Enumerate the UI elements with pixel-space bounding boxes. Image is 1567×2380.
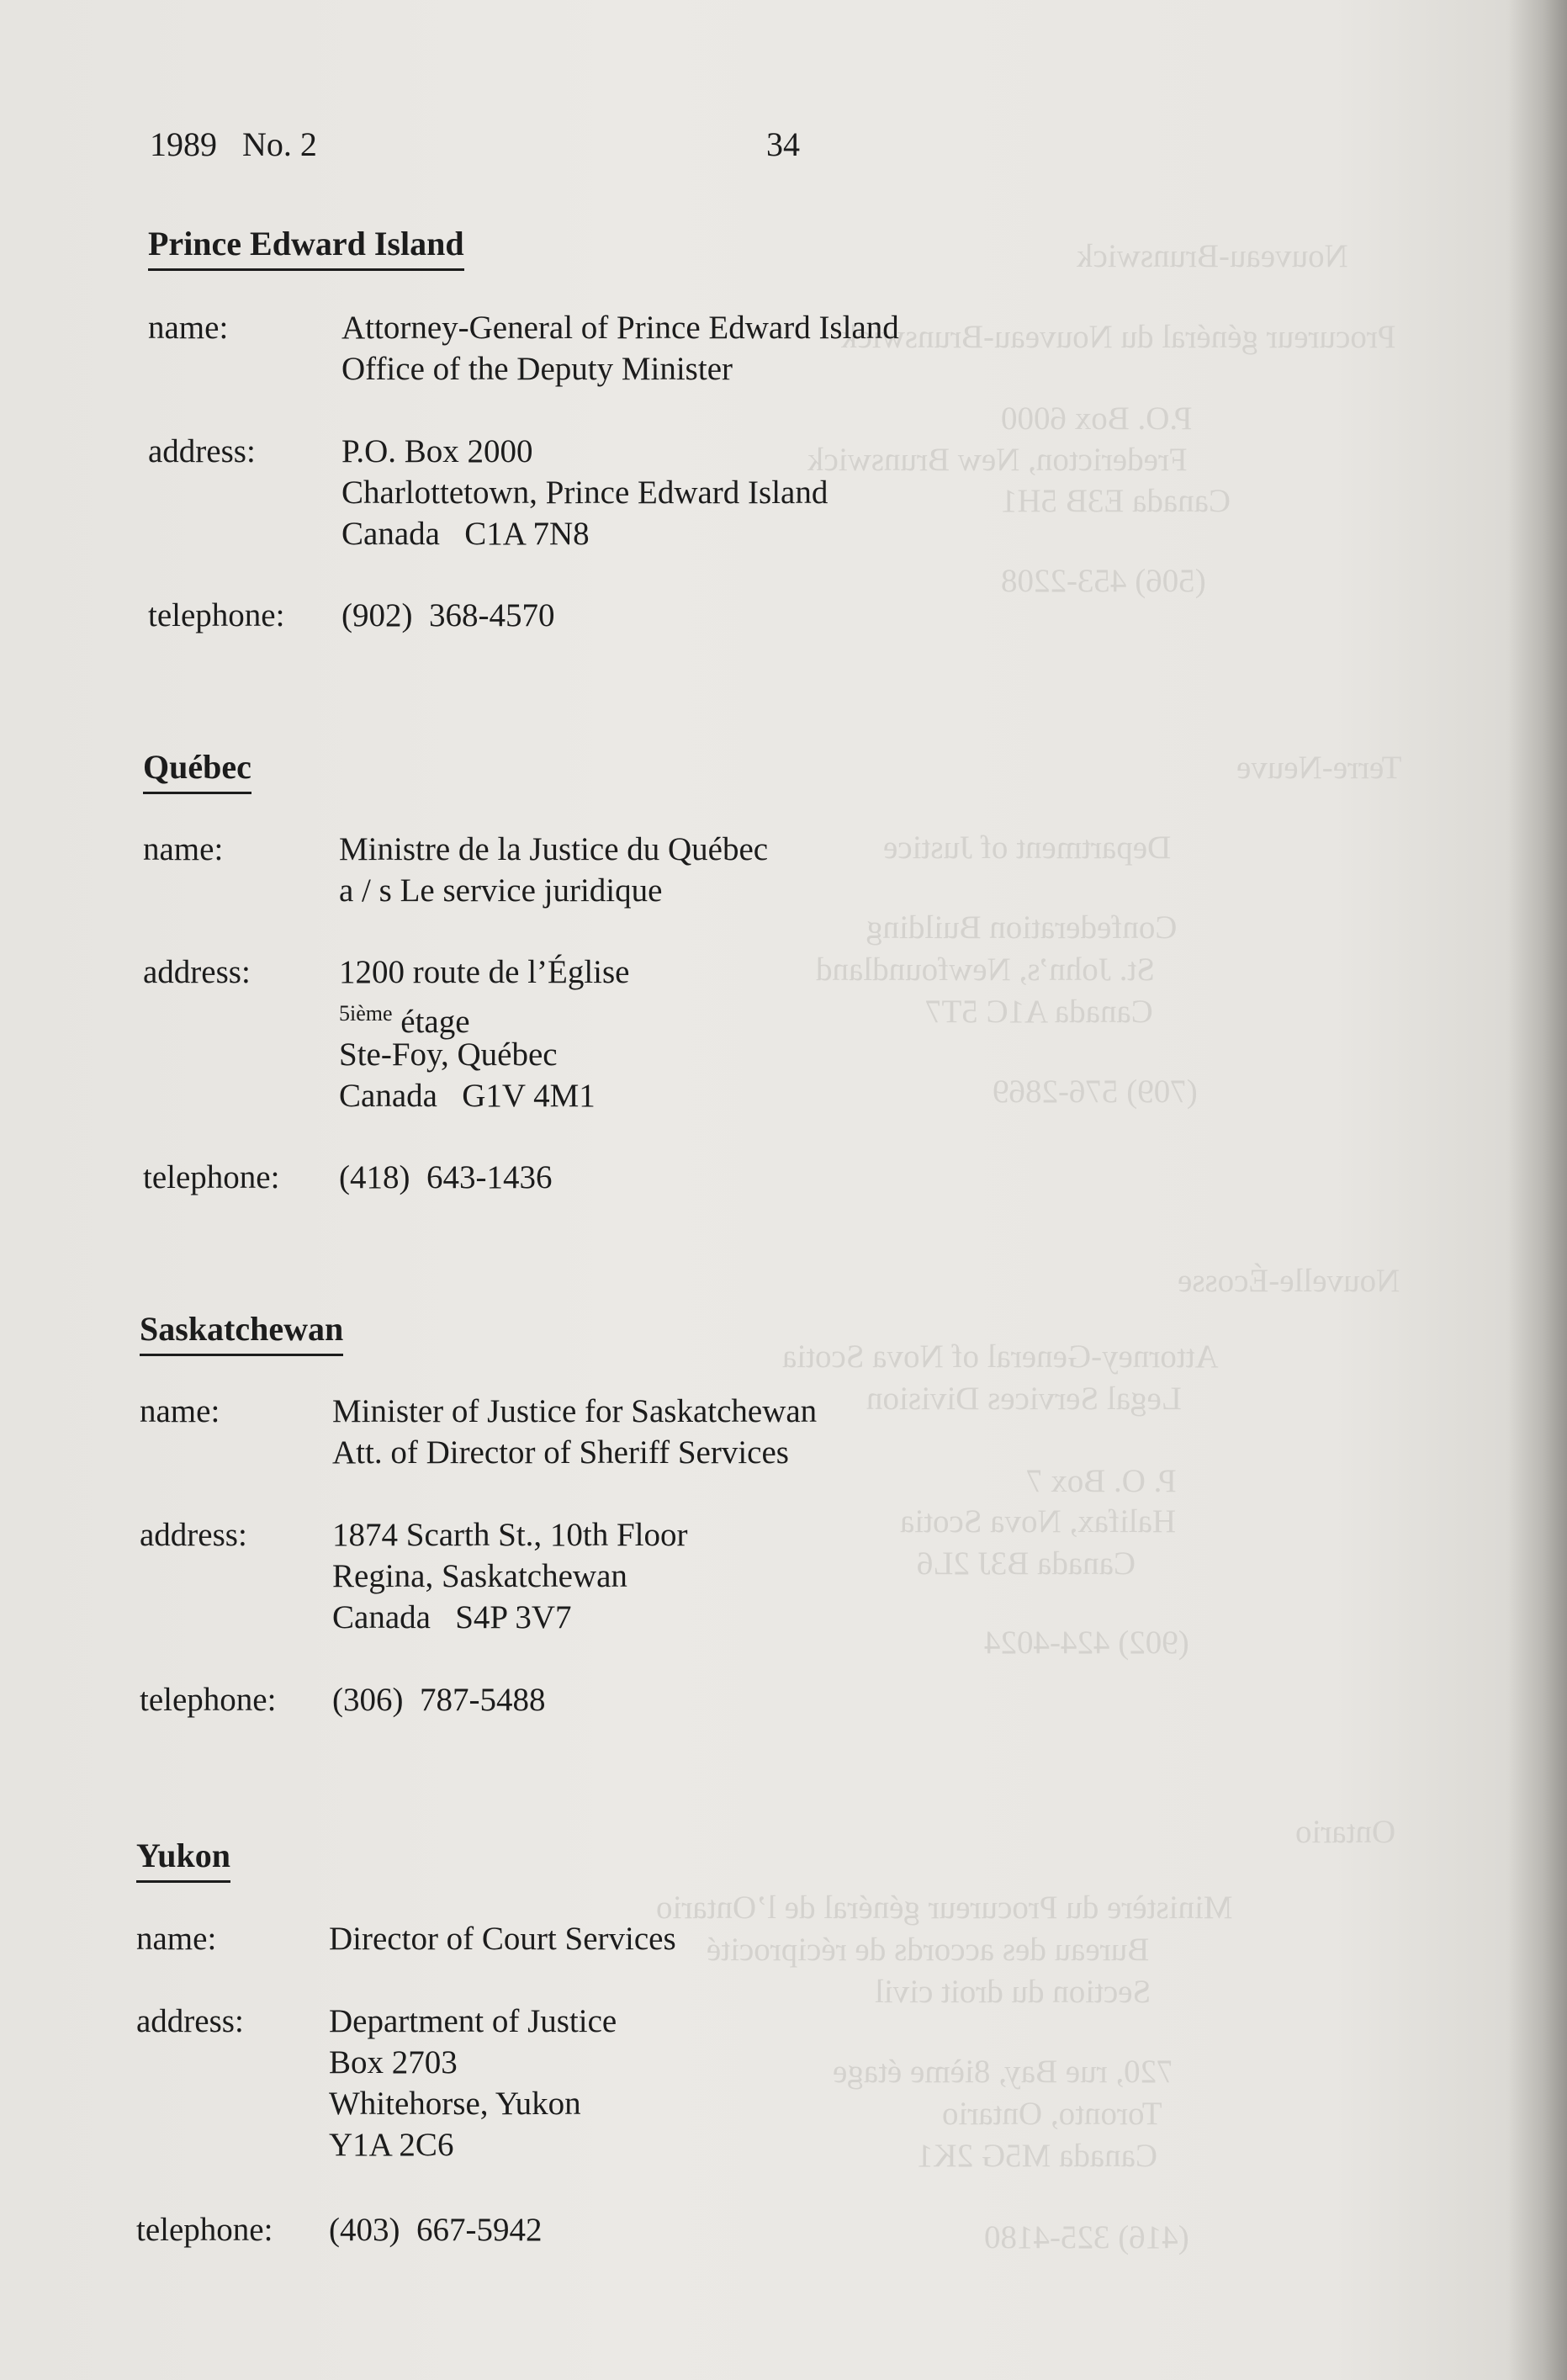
address-line: Canada C1A 7N8 bbox=[341, 516, 590, 552]
name-label: name: bbox=[143, 831, 224, 867]
section-heading-yukon: Yukon bbox=[136, 1836, 230, 1883]
telephone-label: telephone: bbox=[143, 1159, 280, 1195]
bleed-through-text: Ministère du Procureur général de l’Ontario bbox=[656, 1890, 1233, 1926]
name-label: name: bbox=[136, 1921, 217, 1957]
bleed-through-text: Fredericton, New Brunswick bbox=[807, 442, 1188, 478]
bleed-through-text: Legal Services Division bbox=[866, 1381, 1182, 1417]
bleed-through-text: Canada E3B 5H1 bbox=[1001, 483, 1231, 519]
telephone-label: telephone: bbox=[140, 1682, 277, 1718]
address-line: Box 2703 bbox=[329, 2044, 458, 2081]
name-line: a / s Le service juridique bbox=[339, 872, 663, 909]
telephone-label: telephone: bbox=[148, 597, 285, 633]
address-line: Regina, Saskatchewan bbox=[332, 1558, 627, 1594]
address-line: 1874 Scarth St., 10th Floor bbox=[332, 1517, 688, 1553]
address-line: Whitehorse, Yukon bbox=[329, 2086, 581, 2122]
bleed-through-text: Nouveau-Brunswick bbox=[1077, 238, 1348, 274]
address-line: Ste-Foy, Québec bbox=[339, 1036, 558, 1073]
page-number: 34 bbox=[766, 125, 800, 163]
address-line: Canada G1V 4M1 bbox=[339, 1078, 596, 1114]
telephone-number: (306) 787-5488 bbox=[332, 1682, 546, 1718]
running-head bbox=[150, 125, 823, 167]
bleed-through-text: P. O. Box 7 bbox=[1026, 1463, 1177, 1499]
name-line: Attorney-General of Prince Edward Island bbox=[341, 310, 899, 346]
address-label: address: bbox=[136, 2003, 244, 2039]
bleed-through-text: Ontario bbox=[1295, 1814, 1396, 1850]
address-label: address: bbox=[148, 433, 256, 469]
telephone-number: (403) 667-5942 bbox=[329, 2212, 543, 2248]
name-line: Director of Court Services bbox=[329, 1921, 676, 1957]
name-line: Ministre de la Justice du Québec bbox=[339, 831, 769, 867]
floor-word: étage bbox=[400, 1004, 470, 1040]
section-heading-prince-edward-island: Prince Edward Island bbox=[148, 224, 464, 271]
name-line: Minister of Justice for Saskatchewan bbox=[332, 1393, 818, 1429]
bleed-through-text: (902) 424-4024 bbox=[984, 1625, 1189, 1661]
bleed-through-text: Attorney-General of Nova Scotia bbox=[782, 1338, 1219, 1375]
bleed-through-text: (506) 453-2208 bbox=[1001, 563, 1206, 599]
name-line: Att. of Director of Sheriff Services bbox=[332, 1434, 789, 1471]
address-line-floor bbox=[339, 993, 630, 1040]
bleed-through-text: Terre-Neuve bbox=[1236, 750, 1402, 786]
name-label: name: bbox=[140, 1393, 220, 1429]
address-label: address: bbox=[140, 1517, 247, 1553]
bleed-through-text: St. John’s, Newfoundland bbox=[816, 951, 1155, 988]
address-label: address: bbox=[143, 954, 251, 990]
issue-number: 1989 No. 2 bbox=[150, 125, 317, 163]
address-line: Canada S4P 3V7 bbox=[332, 1599, 572, 1635]
bleed-through-text: Section du droit civil bbox=[875, 1974, 1151, 2010]
telephone-number: (902) 368-4570 bbox=[341, 597, 555, 633]
bleed-through-text: Procureur général du Nouveau-Brunswick bbox=[841, 319, 1396, 355]
bleed-through-text: Confederation Building bbox=[866, 909, 1178, 946]
bleed-through-text: Bureau des accords de réciprocité bbox=[707, 1932, 1150, 1968]
bleed-through-text: Halifax, Nova Scotia bbox=[900, 1503, 1177, 1540]
bleed-through-text: (709) 576-2869 bbox=[993, 1073, 1198, 1110]
bleed-through-text: (416) 325-4180 bbox=[984, 2219, 1189, 2255]
section-heading-saskatchewan: Saskatchewan bbox=[140, 1309, 343, 1356]
binding-shadow bbox=[1508, 0, 1567, 2380]
name-line: Office of the Deputy Minister bbox=[341, 351, 733, 387]
address-line: Y1A 2C6 bbox=[329, 2127, 454, 2163]
bleed-through-text: Nouvelle-Écosse bbox=[1178, 1263, 1400, 1299]
bleed-through-text: 720, rue Bay, 8ième étage bbox=[833, 2054, 1173, 2090]
floor-superscript: 5ième bbox=[339, 1001, 393, 1026]
bleed-through-text: P.O. Box 6000 bbox=[1001, 400, 1193, 437]
section-heading-quebec: Québec bbox=[143, 747, 251, 794]
bleed-through-text: Toronto, Ontario bbox=[942, 2096, 1162, 2132]
address-line: 1200 route de l’Église bbox=[339, 954, 630, 990]
bleed-through-text: Department of Justice bbox=[883, 830, 1172, 866]
bleed-through-text: Canada M5G 2K1 bbox=[917, 2138, 1157, 2174]
address-line: Department of Justice bbox=[329, 2003, 617, 2039]
address-line: P.O. Box 2000 bbox=[341, 433, 533, 469]
bleed-through-text: Canada A1C 5T7 bbox=[925, 994, 1153, 1030]
telephone-number: (418) 643-1436 bbox=[339, 1159, 553, 1195]
telephone-label: telephone: bbox=[136, 2212, 273, 2248]
name-label: name: bbox=[148, 310, 229, 346]
bleed-through-text: Canada B3J 2L6 bbox=[917, 1545, 1136, 1582]
address-line: Charlottetown, Prince Edward Island bbox=[341, 474, 828, 511]
